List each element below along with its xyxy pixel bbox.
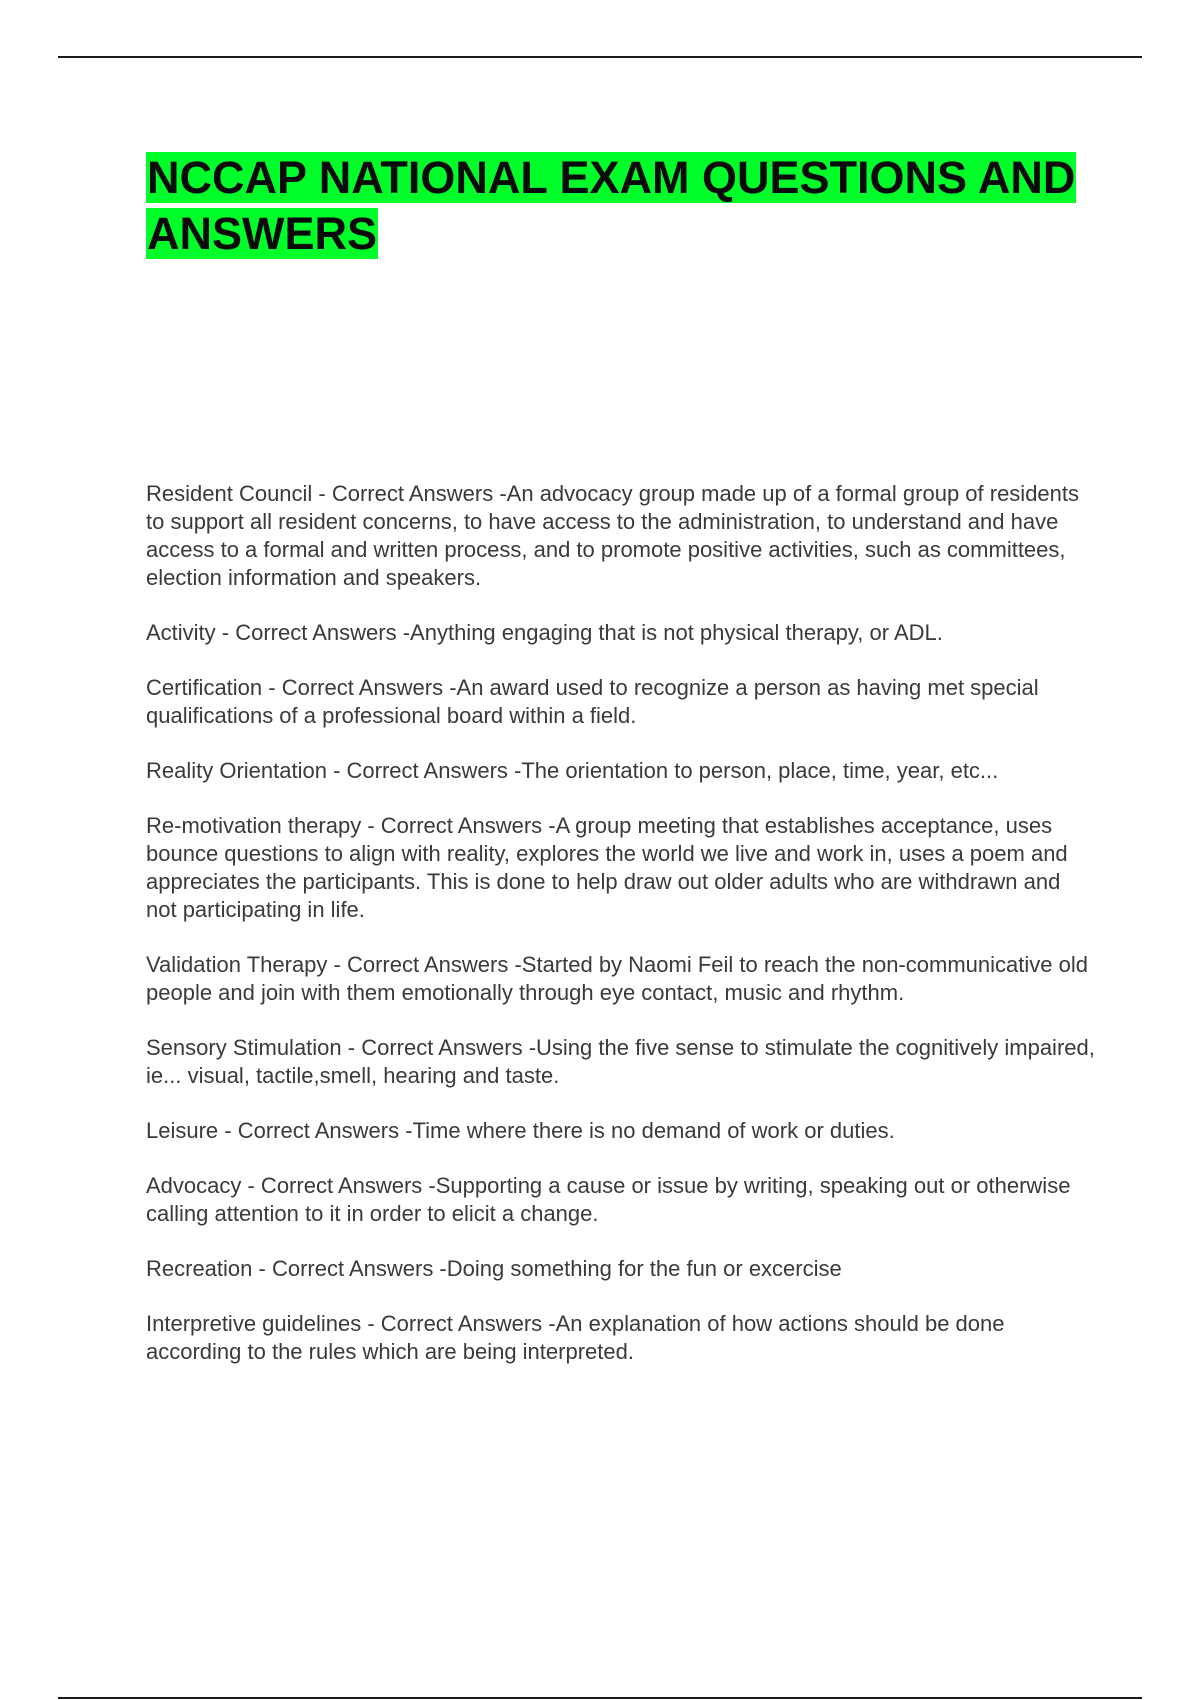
qa-item-sensory-stimulation: Sensory Stimulation - Correct Answers -Using the five sense to stimulate the cognitively impaired, ie... visual, tactile,smell, hearing and taste. bbox=[146, 1035, 1095, 1088]
qa-item-advocacy: Advocacy - Correct Answers -Supporting a cause or issue by writing, speaking out or otherwise calling attention to it in order to elicit a change. bbox=[146, 1173, 1071, 1226]
qa-item-activity: Activity - Correct Answers -Anything engaging that is not physical therapy, or ADL. bbox=[146, 620, 943, 645]
document-title bbox=[146, 150, 1076, 262]
qa-item-leisure: Leisure - Correct Answers -Time where there is no demand of work or duties. bbox=[146, 1118, 895, 1143]
qa-item-resident-council: Resident Council - Correct Answers -An advocacy group made up of a formal group of residents to support all resident concerns, to have access to the administration, to understand and have access to a formal and written process, and to promote positive activities, such as committees, election information and speakers. bbox=[146, 481, 1080, 590]
document-title-highlight: NCCAP NATIONAL EXAM QUESTIONS AND ANSWERS bbox=[147, 152, 1076, 259]
qa-list bbox=[146, 480, 1096, 1393]
qa-item-certification: Certification - Correct Answers -An award used to recognize a person as having met special qualifications of a professional board within a field. bbox=[146, 675, 1039, 728]
qa-item-interpretive-guidelines: Interpretive guidelines - Correct Answers -An explanation of how actions should be done according to the rules which are being interpreted. bbox=[146, 1311, 1005, 1364]
footer-rule bbox=[58, 1697, 1142, 1699]
qa-item-reality-orientation: Reality Orientation - Correct Answers -The orientation to person, place, time, year, etc... bbox=[146, 758, 999, 783]
qa-item-validation-therapy: Validation Therapy - Correct Answers -Started by Naomi Feil to reach the non-communicative old people and join with them emotionally through eye contact, music and rhythm. bbox=[146, 952, 1088, 1005]
qa-item-recreation: Recreation - Correct Answers -Doing something for the fun or excercise bbox=[146, 1256, 842, 1281]
qa-item-remotivation-therapy: Re-motivation therapy - Correct Answers -A group meeting that establishes acceptance, uses bounce questions to align with reality, explores the world we live and work in, uses a poem and appreciates the participants. This is done to help draw out older adults who are withdrawn and not participating in life. bbox=[146, 813, 1068, 922]
header-rule bbox=[58, 56, 1142, 58]
